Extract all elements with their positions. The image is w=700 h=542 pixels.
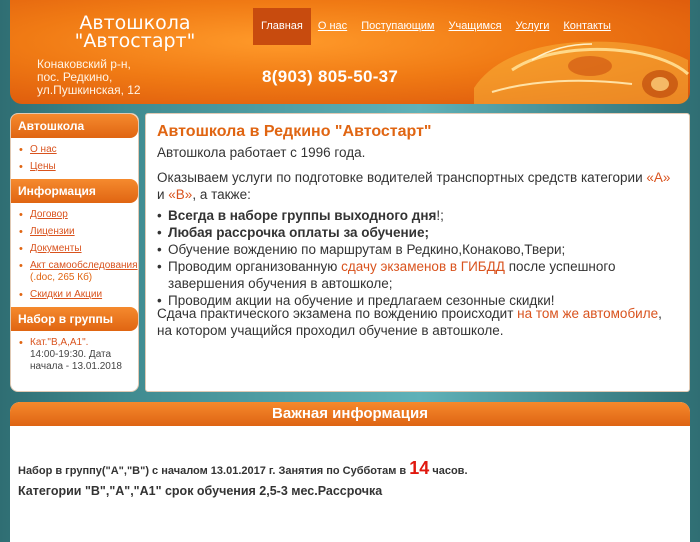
sidebar-link-about[interactable]: О нас xyxy=(30,144,57,155)
important-heading: Важная информация xyxy=(10,402,690,426)
logo-line1: Автошкола xyxy=(79,12,191,34)
sidebar-item xyxy=(19,260,138,284)
nav-item-students[interactable]: Учащимся xyxy=(448,20,502,32)
sidebar-item xyxy=(19,289,138,301)
notice-text: Набор в группу("А","В") с началом 13.01.2017 г. Занятия по Субботам в xyxy=(18,465,410,477)
intro-text: Автошкола работает с 1996 года. xyxy=(157,145,366,160)
nav-item-contacts[interactable]: Контакты xyxy=(563,20,611,32)
sidebar-item xyxy=(19,161,138,173)
nav-item-services[interactable]: Услуги xyxy=(515,20,550,32)
benefit-text: Проводим организованную xyxy=(168,259,342,274)
car-illustration xyxy=(472,30,690,104)
sidebar-heading-groups: Набор в группы xyxy=(11,307,138,331)
categories-notice: Категории "В","А","А1" срок обучения 2,5-3 мес.Рассрочка xyxy=(18,484,383,498)
address xyxy=(37,58,141,97)
sidebar-item xyxy=(19,209,138,221)
group-schedule: 14:00-19:30. Дата начала - 13.01.2018 xyxy=(30,349,122,372)
sidebar-link-discounts[interactable]: Скидки и Акции xyxy=(30,289,103,300)
sidebar-link-group[interactable]: Кат."В,А,А1". xyxy=(30,337,89,348)
nav-item-applicants[interactable]: Поступающим xyxy=(361,20,435,32)
sidebar-link-self-inspection[interactable]: Акт самообследования xyxy=(30,260,138,271)
sidebar-list-info xyxy=(11,203,138,307)
site-header xyxy=(10,0,690,104)
benefit-text: Проводим акции на обучение и предлагаем сезонные скидки! xyxy=(168,293,555,308)
exam-text xyxy=(157,305,677,339)
benefit-bold: Всегда в наборе группы выходного дня xyxy=(168,208,437,223)
sidebar-link-documents[interactable]: Документы xyxy=(30,243,82,254)
benefit-bold: Любая рассрочка оплаты за обучение; xyxy=(168,225,429,240)
services-text xyxy=(157,169,677,203)
file-size-note: (.doc, 265 Кб) xyxy=(30,272,93,283)
sidebar-link-prices[interactable]: Цены xyxy=(30,161,56,172)
sidebar xyxy=(10,113,139,392)
sidebar-item xyxy=(19,337,138,373)
phone-number: 8(903) 805-50-37 xyxy=(262,67,399,86)
list-item xyxy=(168,258,688,292)
category-a-link[interactable]: «А» xyxy=(646,170,671,185)
address-line: Конаковский р-н, xyxy=(37,57,131,71)
page-title: Автошкола в Редкино "Автостарт" xyxy=(157,123,432,140)
same-car-link[interactable]: на том же автомобиле xyxy=(517,306,659,321)
also-text: , а также: xyxy=(192,187,251,202)
sidebar-item xyxy=(19,226,138,238)
and-text: и xyxy=(157,187,169,202)
sidebar-item xyxy=(19,144,138,156)
address-line: ул.Пушкинская, 12 xyxy=(37,83,141,97)
sidebar-link-licenses[interactable]: Лицензии xyxy=(30,226,75,237)
benefits-list xyxy=(157,207,688,309)
list-item xyxy=(168,241,688,258)
benefit-rest: !; xyxy=(436,208,444,223)
exam-pre: Сдача практического экзамена по вождению происходит xyxy=(157,306,518,321)
nav-item-about[interactable]: О нас xyxy=(317,20,348,32)
class-hour: 14 xyxy=(409,458,430,478)
exam-post: , на котором учащийся проходил обучение в автошколе. xyxy=(157,306,662,338)
services-lead: Оказываем услуги по подготовке водителей транспортных средств категории xyxy=(157,170,643,185)
sidebar-heading-school: Автошкола xyxy=(11,114,138,138)
main-content xyxy=(145,113,690,392)
category-b-link[interactable]: «В» xyxy=(168,187,193,202)
sidebar-link-contract[interactable]: Договор xyxy=(30,209,68,220)
address-line: пос. Редкино, xyxy=(37,70,113,84)
sidebar-heading-info: Информация xyxy=(11,179,138,203)
nav-item-home[interactable]: Главная xyxy=(253,8,311,45)
logo-line2: "Автостарт" xyxy=(74,30,196,52)
list-item xyxy=(168,224,688,241)
sidebar-list-groups xyxy=(11,331,138,384)
list-item xyxy=(168,207,688,224)
notice-text: часов. xyxy=(429,465,468,477)
sidebar-item xyxy=(19,243,138,255)
important-info xyxy=(10,402,690,542)
sidebar-list-school xyxy=(11,138,138,179)
exams-link[interactable]: сдачу экзаменов в ГИБДД xyxy=(341,259,505,274)
site-logo[interactable] xyxy=(60,14,210,50)
benefit-text: после успешного завершения обучения в автошколе; xyxy=(168,259,616,291)
enrollment-notice xyxy=(18,458,468,479)
benefit-text: Обучение вождению по маршрутам в Редкино,Конаково,Твери; xyxy=(168,242,566,257)
